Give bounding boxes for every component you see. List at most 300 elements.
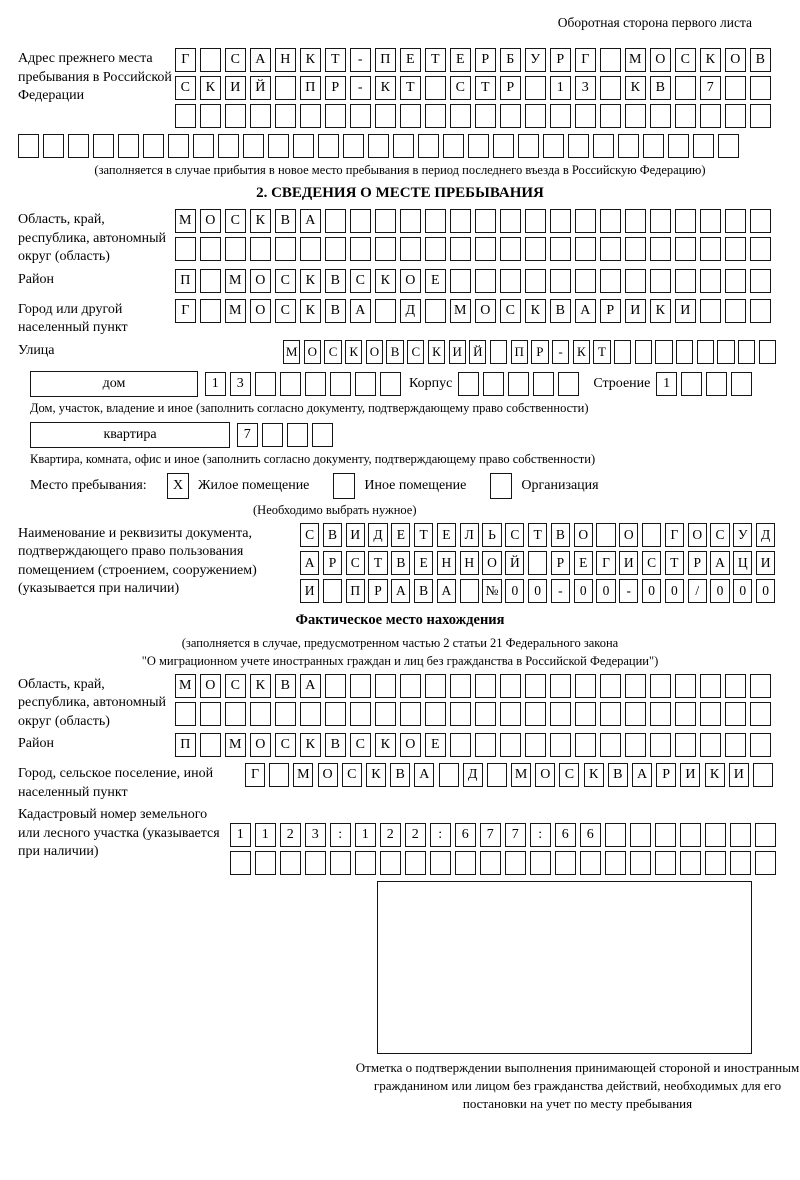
char-cell: Р	[323, 551, 342, 575]
char-cell: Д	[400, 299, 421, 323]
checkbox-organization	[490, 473, 512, 499]
char-cell	[325, 702, 346, 726]
char-cell: П	[375, 48, 396, 72]
char-cell	[650, 209, 671, 233]
char-cell	[600, 48, 621, 72]
apartment-cells	[237, 423, 337, 447]
char-cell	[681, 372, 702, 396]
char-cell: С	[505, 523, 524, 547]
char-cell: К	[428, 340, 445, 364]
char-cell	[480, 851, 501, 875]
char-cell	[675, 76, 696, 100]
char-cell: Е	[425, 733, 446, 757]
char-cell	[475, 702, 496, 726]
char-cell	[750, 674, 771, 698]
char-cell: С	[275, 299, 296, 323]
char-cell: Г	[175, 48, 196, 72]
char-cell: Д	[756, 523, 775, 547]
char-cell	[625, 733, 646, 757]
char-cell: Р	[688, 551, 707, 575]
char-cell	[575, 104, 596, 128]
char-cell	[425, 299, 446, 323]
char-cell	[580, 851, 601, 875]
char-cell: С	[175, 76, 196, 100]
char-cell	[593, 134, 614, 158]
char-cell	[575, 209, 596, 233]
prev-address-row-1	[175, 48, 775, 72]
char-cell	[605, 823, 626, 847]
char-cell	[675, 104, 696, 128]
char-cell	[330, 851, 351, 875]
char-cell	[430, 851, 451, 875]
char-cell: -	[552, 340, 569, 364]
char-cell	[300, 702, 321, 726]
char-cell: К	[250, 674, 271, 698]
apartment-note: Квартира, комната, офис и иное (заполнить согласно документу, подтверждающему право собственности)	[30, 451, 596, 466]
char-cell	[575, 237, 596, 261]
char-cell	[287, 423, 308, 447]
char-cell	[718, 134, 739, 158]
char-cell: Р	[550, 48, 571, 72]
option-organization-label: Организация	[521, 477, 599, 493]
char-cell: К	[525, 299, 546, 323]
char-cell: Г	[665, 523, 684, 547]
char-cell	[530, 851, 551, 875]
char-cell: С	[350, 733, 371, 757]
char-cell: Р	[500, 76, 521, 100]
char-cell	[705, 851, 726, 875]
char-cell	[550, 702, 571, 726]
char-cell: :	[430, 823, 451, 847]
char-cell	[655, 823, 676, 847]
char-cell	[200, 299, 221, 323]
char-cell: Т	[368, 551, 387, 575]
char-cell	[750, 104, 771, 128]
char-cell: Г	[245, 763, 265, 787]
char-cell	[425, 237, 446, 261]
char-cell: 1	[656, 372, 677, 396]
char-cell	[600, 76, 621, 100]
char-cell	[483, 372, 504, 396]
char-cell: О	[304, 340, 321, 364]
char-cell: Т	[414, 523, 433, 547]
char-cell	[500, 209, 521, 233]
char-cell	[668, 134, 689, 158]
char-cell: А	[300, 551, 319, 575]
char-cell	[355, 851, 376, 875]
char-cell: И	[346, 523, 365, 547]
district-row	[175, 269, 775, 293]
char-cell	[300, 237, 321, 261]
char-cell	[375, 702, 396, 726]
char-cell	[318, 134, 339, 158]
char-cell: О	[400, 733, 421, 757]
char-cell: Н	[437, 551, 456, 575]
char-cell: К	[650, 299, 671, 323]
char-cell: Д	[368, 523, 387, 547]
actual-district-row	[175, 733, 775, 757]
char-cell	[375, 674, 396, 698]
char-cell	[450, 674, 471, 698]
char-cell: 1	[205, 372, 226, 396]
char-cell	[525, 76, 546, 100]
char-cell	[200, 237, 221, 261]
char-cell: 0	[528, 579, 547, 603]
char-cell	[643, 134, 664, 158]
cadastral-label: Кадастровый номер земельного или лесного участка (указывается при наличии)	[18, 807, 220, 859]
char-cell	[468, 134, 489, 158]
city-block	[18, 299, 782, 338]
char-cell	[175, 702, 196, 726]
char-cell	[375, 299, 396, 323]
char-cell	[450, 733, 471, 757]
prev-address-row-3	[175, 104, 775, 128]
char-cell	[725, 104, 746, 128]
char-cell	[355, 372, 376, 396]
char-cell: В	[608, 763, 628, 787]
char-cell: О	[725, 48, 746, 72]
char-cell	[528, 551, 547, 575]
prev-address-row-4	[18, 134, 782, 158]
char-cell: С	[342, 763, 362, 787]
char-cell	[550, 269, 571, 293]
char-cell	[305, 372, 326, 396]
char-cell	[725, 76, 746, 100]
char-cell	[675, 702, 696, 726]
char-cell	[455, 851, 476, 875]
char-cell: А	[250, 48, 271, 72]
char-cell	[568, 134, 589, 158]
char-cell: Р	[600, 299, 621, 323]
char-cell	[460, 579, 479, 603]
char-cell: И	[619, 551, 638, 575]
char-cell	[700, 299, 721, 323]
char-cell: Е	[400, 48, 421, 72]
char-cell: П	[175, 733, 196, 757]
house-row	[30, 370, 782, 398]
char-cell	[250, 702, 271, 726]
char-cell	[676, 340, 693, 364]
char-cell: Р	[531, 340, 548, 364]
char-cell	[725, 209, 746, 233]
char-cell: 2	[280, 823, 301, 847]
char-cell	[450, 702, 471, 726]
char-cell	[500, 702, 521, 726]
char-cell: М	[225, 733, 246, 757]
section2-title: 2. СВЕДЕНИЯ О МЕСТЕ ПРЕБЫВАНИЯ	[256, 185, 544, 201]
char-cell	[750, 76, 771, 100]
char-cell: И	[675, 299, 696, 323]
char-cell: О	[482, 551, 501, 575]
char-cell	[550, 733, 571, 757]
char-cell: П	[300, 76, 321, 100]
char-cell: С	[346, 551, 365, 575]
char-cell	[325, 104, 346, 128]
char-cell	[755, 851, 776, 875]
char-cell	[243, 134, 264, 158]
char-cell: О	[200, 674, 221, 698]
char-cell	[525, 674, 546, 698]
cadastral-block	[18, 804, 782, 879]
char-cell	[700, 104, 721, 128]
char-cell	[550, 674, 571, 698]
char-cell: И	[729, 763, 749, 787]
char-cell: В	[390, 763, 410, 787]
char-cell	[693, 134, 714, 158]
char-cell: Р	[325, 76, 346, 100]
document-label: Наименование и реквизиты документа, подтверждающего право пользования помещением (строением, сооружением) (указывается при наличии)	[18, 525, 257, 596]
char-cell: П	[511, 340, 528, 364]
street-block	[18, 340, 782, 368]
char-cell: А	[391, 579, 410, 603]
char-cell	[625, 269, 646, 293]
char-cell: 6	[455, 823, 476, 847]
char-cell	[725, 299, 746, 323]
char-cell: Б	[500, 48, 521, 72]
char-cell	[330, 372, 351, 396]
char-cell	[218, 134, 239, 158]
char-cell: В	[323, 523, 342, 547]
char-cell: К	[375, 733, 396, 757]
char-cell: Ь	[482, 523, 501, 547]
house-number-cells	[205, 372, 405, 396]
char-cell	[625, 702, 646, 726]
char-cell: 3	[305, 823, 326, 847]
char-cell: К	[375, 269, 396, 293]
char-cell: 6	[555, 823, 576, 847]
char-cell	[550, 209, 571, 233]
char-cell	[380, 851, 401, 875]
char-cell	[725, 269, 746, 293]
char-cell	[425, 104, 446, 128]
char-cell	[118, 134, 139, 158]
char-cell	[350, 209, 371, 233]
document-row-1	[300, 523, 779, 547]
char-cell: О	[250, 269, 271, 293]
char-cell: А	[300, 209, 321, 233]
char-cell	[575, 269, 596, 293]
char-cell	[350, 674, 371, 698]
char-cell: 0	[756, 579, 775, 603]
stroenie-label: Строение	[593, 375, 651, 391]
district-label: Район	[18, 271, 54, 287]
char-cell: 1	[550, 76, 571, 100]
char-cell	[706, 372, 727, 396]
char-cell	[600, 269, 621, 293]
char-cell	[400, 237, 421, 261]
char-cell	[400, 702, 421, 726]
char-cell: 7	[237, 423, 258, 447]
char-cell: О	[475, 299, 496, 323]
prev-address-note: (заполняется в случае прибытия в новое место пребывания в период последнего въезда в Российскую Федерацию)	[94, 163, 706, 177]
char-cell: В	[325, 269, 346, 293]
char-cell: М	[175, 209, 196, 233]
char-cell: К	[625, 76, 646, 100]
char-cell	[675, 209, 696, 233]
char-cell	[275, 702, 296, 726]
char-cell: К	[250, 209, 271, 233]
char-cell: 7	[700, 76, 721, 100]
char-cell	[533, 372, 554, 396]
document-row-2	[300, 551, 779, 575]
char-cell	[625, 209, 646, 233]
char-cell: Е	[391, 523, 410, 547]
char-cell: И	[625, 299, 646, 323]
char-cell: С	[275, 269, 296, 293]
char-cell	[175, 104, 196, 128]
char-cell	[625, 104, 646, 128]
char-cell: К	[345, 340, 362, 364]
char-cell	[717, 340, 734, 364]
char-cell: С	[407, 340, 424, 364]
char-cell: 1	[355, 823, 376, 847]
char-cell	[725, 237, 746, 261]
char-cell: А	[632, 763, 652, 787]
char-cell: С	[450, 76, 471, 100]
char-cell	[439, 763, 459, 787]
char-cell: В	[275, 674, 296, 698]
char-cell	[350, 237, 371, 261]
char-cell	[305, 851, 326, 875]
char-cell	[450, 237, 471, 261]
char-cell	[700, 702, 721, 726]
char-cell	[680, 851, 701, 875]
actual-region-label: Область, край, республика, автономный округ (область)	[18, 676, 167, 729]
prev-address-label: Адрес прежнего места пребывания в Российской Федерации	[18, 51, 172, 103]
char-cell: 3	[230, 372, 251, 396]
char-cell: Й	[469, 340, 486, 364]
region-block	[18, 209, 782, 267]
char-cell	[600, 702, 621, 726]
char-cell	[250, 104, 271, 128]
char-cell: Й	[250, 76, 271, 100]
char-cell	[731, 372, 752, 396]
char-cell	[750, 209, 771, 233]
char-cell: С	[710, 523, 729, 547]
stamp-area	[377, 881, 752, 1054]
char-cell	[230, 851, 251, 875]
char-cell	[750, 299, 771, 323]
char-cell	[635, 340, 652, 364]
char-cell: О	[619, 523, 638, 547]
char-cell: Д	[463, 763, 483, 787]
char-cell	[325, 237, 346, 261]
char-cell: Н	[460, 551, 479, 575]
char-cell	[350, 702, 371, 726]
char-cell	[575, 702, 596, 726]
char-cell	[400, 209, 421, 233]
char-cell: С	[225, 674, 246, 698]
char-cell	[350, 104, 371, 128]
char-cell: М	[450, 299, 471, 323]
actual-city-block	[18, 763, 782, 802]
actual-location-title: Фактическое место нахождения	[295, 611, 505, 628]
actual-district-block	[18, 733, 782, 761]
char-cell	[500, 269, 521, 293]
char-cell: Ц	[733, 551, 752, 575]
char-cell	[650, 104, 671, 128]
char-cell: В	[391, 551, 410, 575]
char-cell: М	[225, 299, 246, 323]
char-cell: 1	[255, 823, 276, 847]
char-cell: 0	[505, 579, 524, 603]
char-cell	[642, 523, 661, 547]
char-cell: /	[688, 579, 707, 603]
char-cell	[600, 209, 621, 233]
actual-region-row-2	[175, 702, 775, 726]
document-block	[18, 523, 782, 607]
char-cell	[255, 851, 276, 875]
char-cell	[43, 134, 64, 158]
char-cell	[600, 733, 621, 757]
char-cell: С	[324, 340, 341, 364]
char-cell: В	[325, 733, 346, 757]
char-cell	[630, 823, 651, 847]
char-cell: А	[575, 299, 596, 323]
char-cell	[508, 372, 529, 396]
char-cell	[425, 702, 446, 726]
char-cell	[625, 674, 646, 698]
char-cell: С	[300, 523, 319, 547]
char-cell: Р	[475, 48, 496, 72]
char-cell	[475, 104, 496, 128]
char-cell	[275, 237, 296, 261]
char-cell: С	[642, 551, 661, 575]
char-cell: А	[437, 579, 456, 603]
char-cell	[625, 237, 646, 261]
char-cell: С	[675, 48, 696, 72]
char-cell: У	[733, 523, 752, 547]
char-cell	[596, 523, 615, 547]
checkbox-residential: X	[167, 473, 189, 499]
char-cell: -	[551, 579, 570, 603]
char-cell: Е	[425, 269, 446, 293]
char-cell	[750, 237, 771, 261]
char-cell	[697, 340, 714, 364]
char-cell	[738, 340, 755, 364]
char-cell	[725, 733, 746, 757]
char-cell	[680, 823, 701, 847]
actual-district-label: Район	[18, 736, 54, 751]
char-cell: Н	[275, 48, 296, 72]
char-cell	[323, 579, 342, 603]
char-cell	[325, 209, 346, 233]
char-cell	[630, 851, 651, 875]
char-cell	[500, 674, 521, 698]
char-cell	[525, 733, 546, 757]
char-cell: О	[200, 209, 221, 233]
region-label: Область, край, республика, автономный округ (область)	[18, 212, 167, 264]
char-cell: Л	[460, 523, 479, 547]
char-cell	[500, 104, 521, 128]
char-cell: 0	[710, 579, 729, 603]
char-cell	[700, 674, 721, 698]
char-cell	[405, 851, 426, 875]
char-cell	[425, 674, 446, 698]
char-cell	[725, 674, 746, 698]
char-cell	[750, 702, 771, 726]
char-cell: О	[366, 340, 383, 364]
actual-city-label: Город, сельское поселение, иной населенный пункт	[18, 766, 214, 800]
char-cell	[375, 104, 396, 128]
char-cell	[475, 209, 496, 233]
char-cell: В	[551, 523, 570, 547]
char-cell: К	[300, 733, 321, 757]
char-cell	[525, 269, 546, 293]
char-cell: В	[275, 209, 296, 233]
char-cell: С	[559, 763, 579, 787]
char-cell	[400, 104, 421, 128]
